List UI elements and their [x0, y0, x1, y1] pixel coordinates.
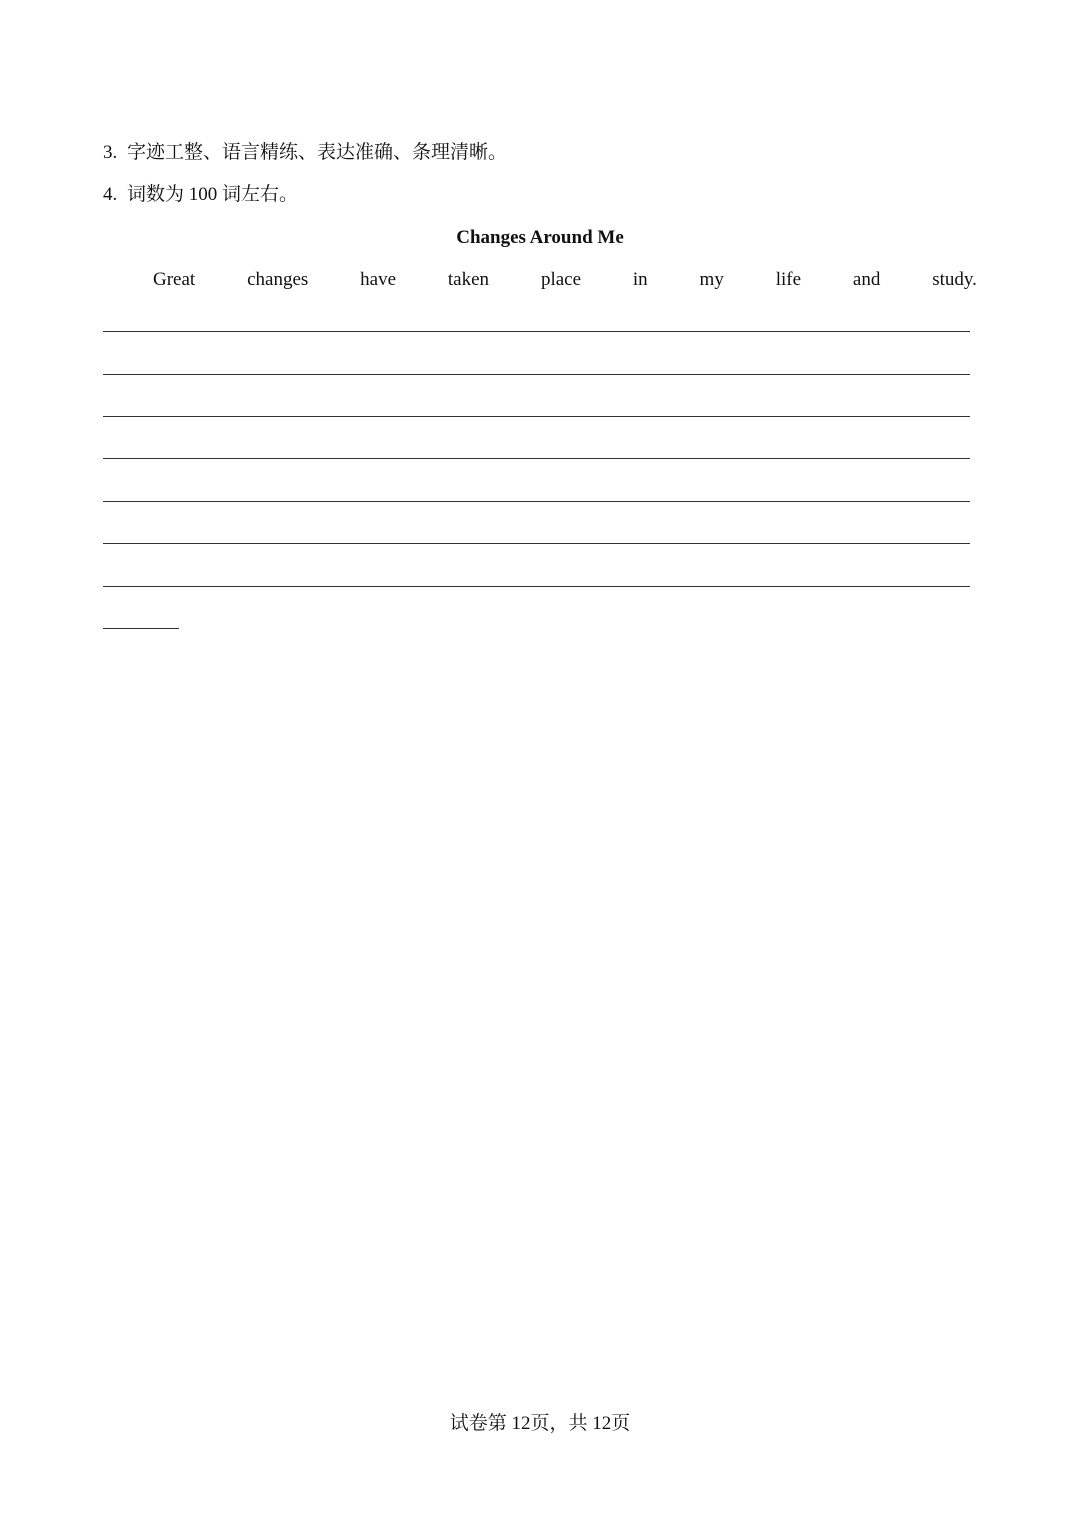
requirement-number: 4.: [103, 184, 118, 205]
requirement-text: 字迹工整、语言精练、表达准确、条理清晰。: [127, 142, 508, 163]
opening-word: and: [852, 269, 881, 290]
opening-word: place: [540, 269, 582, 290]
requirement-4: [103, 183, 298, 207]
opening-word: changes: [247, 269, 309, 290]
opening-word: have: [360, 269, 397, 290]
answer-line[interactable]: [103, 586, 970, 587]
essay-title: Changes Around Me: [456, 227, 624, 248]
opening-word: in: [632, 269, 648, 290]
opening-word: taken: [447, 269, 490, 290]
answer-line[interactable]: [103, 543, 970, 544]
answer-line[interactable]: [103, 458, 970, 459]
answer-line[interactable]: [103, 374, 970, 375]
essay-opening-sentence: [153, 268, 977, 292]
opening-word: life: [775, 269, 802, 290]
requirement-text: 词数为 100 词左右。: [127, 184, 299, 205]
answer-line[interactable]: [103, 331, 970, 332]
requirement-number: 3.: [103, 142, 118, 163]
opening-word: study.: [932, 269, 977, 290]
answer-line-end[interactable]: [103, 628, 179, 629]
page-number-footer: 试卷第 12页，共 12页: [449, 1413, 631, 1434]
opening-word: my: [699, 269, 724, 290]
requirement-3: [103, 141, 507, 165]
answer-line[interactable]: [103, 416, 970, 417]
opening-word: Great: [153, 269, 196, 290]
answer-line[interactable]: [103, 501, 970, 502]
